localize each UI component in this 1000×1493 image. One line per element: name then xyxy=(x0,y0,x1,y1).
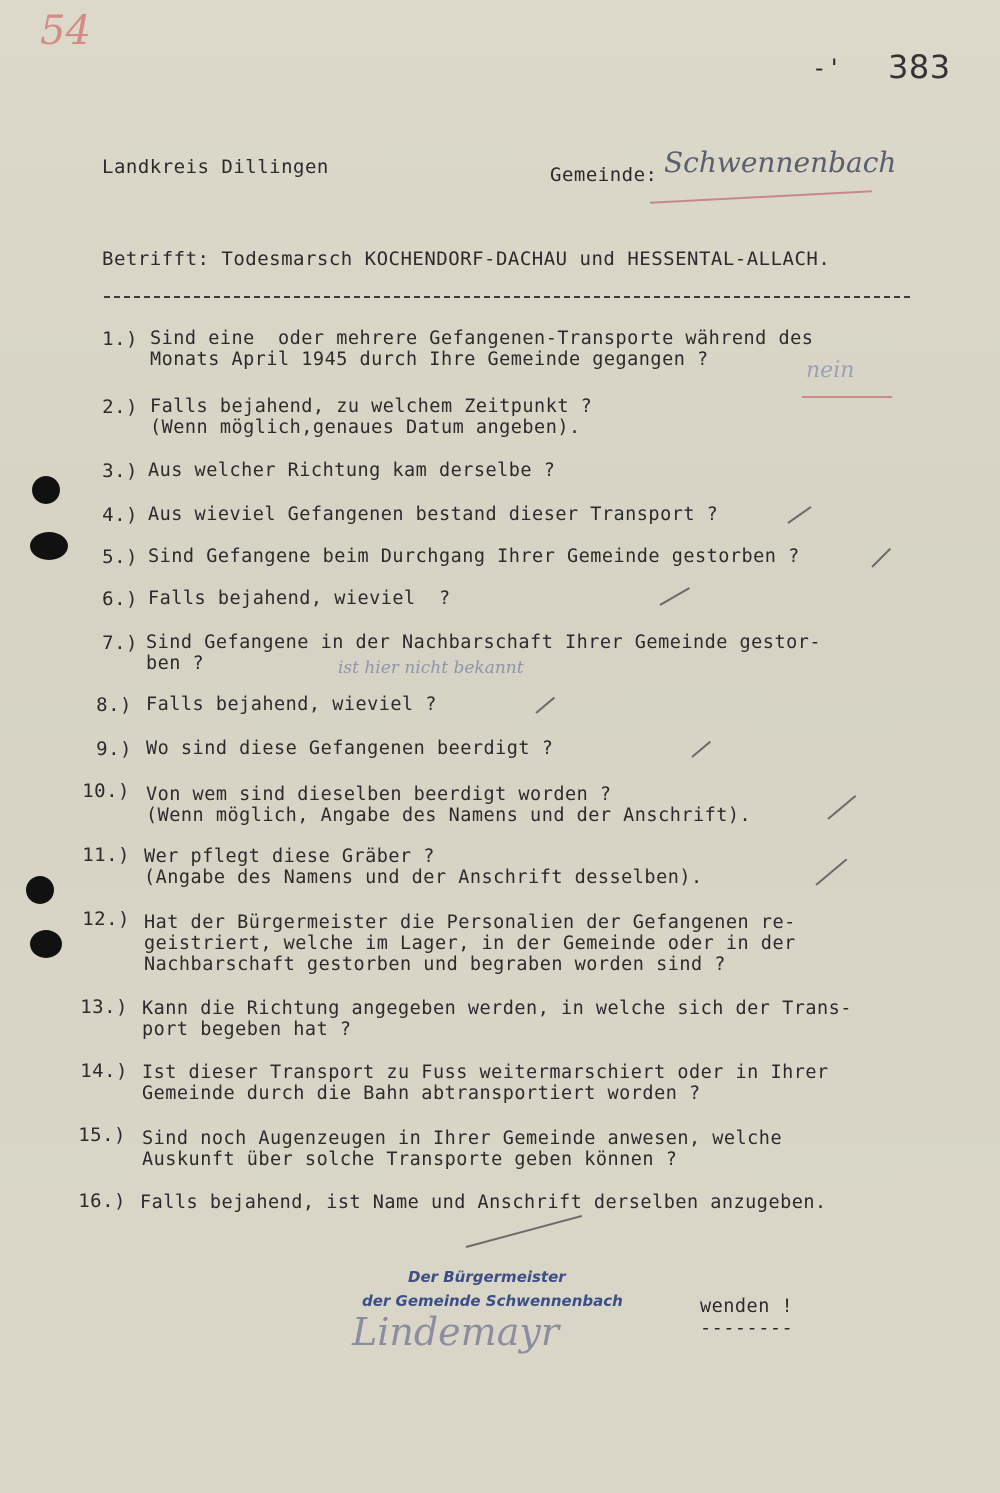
turn-over-label: wenden ! xyxy=(700,1296,794,1317)
question-text: Sind noch Augenzeugen in Ihrer Gemeinde anwesen, welche Auskunft über solche Transporte geben können ? xyxy=(142,1128,783,1170)
punch-hole xyxy=(30,532,68,560)
header-divider xyxy=(104,296,910,298)
district-label: Landkreis Dillingen xyxy=(102,156,329,178)
question-number: 6.) xyxy=(102,588,138,610)
question-text: Kann die Richtung angegeben werden, in welche sich der Trans- port begeben hat ? xyxy=(142,998,852,1040)
question-text: Falls bejahend, ist Name und Anschrift derselben anzugeben. xyxy=(140,1192,827,1213)
question-number: 15.) xyxy=(78,1124,126,1146)
pencil-dash xyxy=(660,587,690,606)
question-text: Falls bejahend, wieviel ? xyxy=(146,694,437,715)
question-text: Wo sind diese Gefangenen beerdigt ? xyxy=(146,738,554,759)
question-text: Hat der Bürgermeister die Personalien der Gefangenen re- geistriert, welche im Lager, in der Gemeinde oder in der Nachbarschaft gestorben und begraben worden sind ? xyxy=(144,912,796,975)
question-text: Falls bejahend, wieviel ? xyxy=(148,588,451,609)
question-text: Wer pflegt diese Gräber ? (Angabe des Namens und der Anschrift desselben). xyxy=(144,846,703,888)
handwritten-signature: Lindemayr xyxy=(352,1310,559,1354)
red-underline xyxy=(650,190,872,204)
question-number: 12.) xyxy=(82,908,130,930)
question-text: Sind Gefangene beim Durchgang Ihrer Gemeinde gestorben ? xyxy=(148,546,800,567)
punch-hole xyxy=(32,476,60,504)
question-number: 14.) xyxy=(80,1060,128,1082)
question-text: Sind Gefangene in der Nachbarschaft Ihrer Gemeinde gestor- ben ? xyxy=(146,632,822,674)
stamp-line-2: der Gemeinde Schwennenbach xyxy=(362,1292,623,1310)
page-number-dash: -' xyxy=(812,54,842,82)
question-number: 2.) xyxy=(102,396,138,418)
question-text: Ist dieser Transport zu Fuss weitermarschiert oder in Ihrer Gemeinde durch die Bahn abtransportiert worden ? xyxy=(142,1062,829,1104)
question-number: 7.) xyxy=(102,632,138,654)
question-text: Von wem sind dieselben beerdigt worden ? (Wenn möglich, Angabe des Namens und der Anschrift). xyxy=(146,784,752,826)
question-text: Sind eine oder mehrere Gefangenen-Transporte während des Monats April 1945 durch Ihre Gemeinde gegangen ? xyxy=(150,328,814,370)
question-number: 8.) xyxy=(96,694,132,716)
turn-over-underline: -------- xyxy=(700,1318,794,1339)
question-number: 4.) xyxy=(102,504,138,526)
subject-line: Betrifft: Todesmarsch KOCHENDORF-DACHAU und HESSENTAL-ALLACH. xyxy=(102,248,831,270)
page-number: 383 xyxy=(888,48,951,86)
municipality-label: Gemeinde: xyxy=(550,164,658,186)
question-number: 10.) xyxy=(82,780,130,802)
pencil-dash xyxy=(815,859,847,886)
question-number: 3.) xyxy=(102,460,138,482)
punch-hole xyxy=(30,930,62,958)
red-mark xyxy=(802,396,892,398)
pencil-dash xyxy=(871,548,891,568)
question-number: 13.) xyxy=(80,996,128,1018)
question-number: 5.) xyxy=(102,546,138,568)
question-number: 16.) xyxy=(78,1190,126,1212)
question-text: Aus wieviel Gefangenen bestand dieser Transport ? xyxy=(148,504,719,525)
question-text: Aus welcher Richtung kam derselbe ? xyxy=(148,460,556,481)
pencil-dash xyxy=(827,795,856,820)
question-number: 9.) xyxy=(96,738,132,760)
pencil-dash xyxy=(466,1215,582,1248)
archive-mark: 54 xyxy=(40,8,91,54)
punch-hole xyxy=(26,876,54,904)
pencil-dash xyxy=(691,741,711,758)
answer-scribble: nein xyxy=(806,358,855,383)
pencil-dash xyxy=(535,697,555,714)
answer-handwritten: ist hier nicht bekannt xyxy=(338,658,524,678)
question-text: Falls bejahend, zu welchem Zeitpunkt ? (Wenn möglich,genaues Datum angeben). xyxy=(150,396,593,438)
question-number: 1.) xyxy=(102,328,138,350)
question-number: 11.) xyxy=(82,844,130,866)
pencil-dash xyxy=(787,506,811,524)
municipality-handwritten: Schwennenbach xyxy=(664,146,897,179)
stamp-line-1: Der Bürgermeister xyxy=(408,1268,566,1286)
